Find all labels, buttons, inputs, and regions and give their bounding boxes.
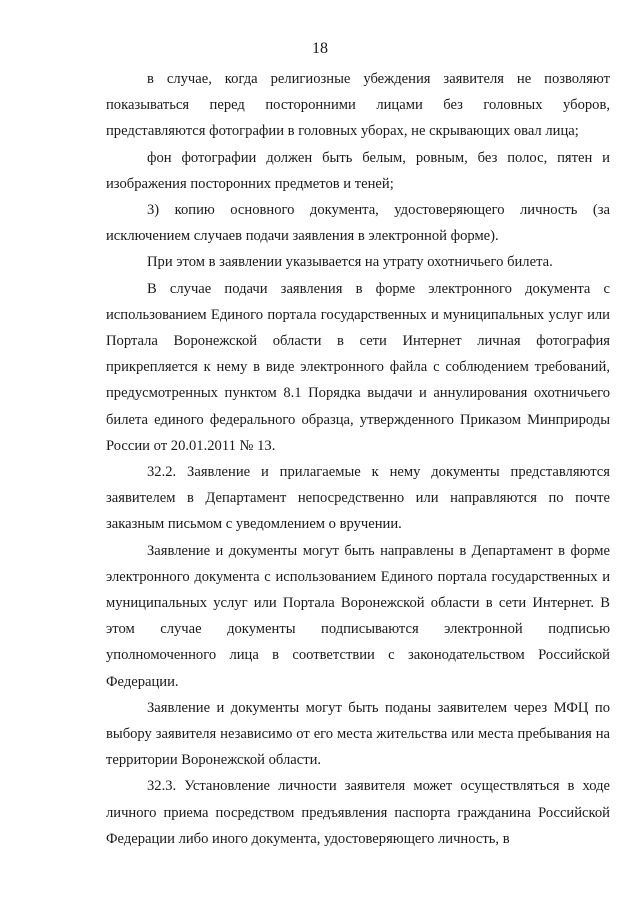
paragraph-electronic-photo: В случае подачи заявления в форме электронного документа с использованием Единого портала государственных и муниципальных услуг или Портала Воронежской области в сети Интернет личная фотография прикрепляется к нему в виде электронного файла с соблюдением требований, предусмотренных пунктом 8.1 Порядка выдачи и аннулирования охотничьего билета единого федерального образца, утвержденного Приказом Минприроды России от 20.01.2011 № 13. bbox=[106, 280, 610, 454]
paragraph-religious-headwear: в случае, когда религиозные убеждения заявителя не позволяют показываться перед посторонними лицами без головных уборов, представляются фотографии в головных уборах, не скрывающих овал лица; bbox=[106, 71, 610, 140]
paragraph-loss-notice: При этом в заявлении указывается на утрату охотничьего билета. bbox=[147, 254, 553, 271]
paragraph-32-2: 32.2. Заявление и прилагаемые к нему документы представляются заявителем в Департамент непосредственно или направляются по почте заказным письмом с уведомлением о вручении. bbox=[106, 464, 610, 533]
paragraph-32-3: 32.3. Установление личности заявителя может осуществляться в ходе личного приема посредством предъявления паспорта гражданина Российской Федерации либо иного документа, удостоверяющего личность, в bbox=[106, 778, 610, 847]
paragraph-electronic-submission: Заявление и документы могут быть направлены в Департамент в форме электронного документа с использованием Единого портала государственных и муниципальных услуг или Портала Воронежской области в сети Интернет. В этом случае документы подписываются электронной подписью уполномоченного лица в соответствии с законодательством Российской Федерации. bbox=[106, 542, 610, 690]
paragraph-mfc-submission: Заявление и документы могут быть поданы заявителем через МФЦ по выбору заявителя независимо от его места жительства или места пребывания на территории Воронежской области. bbox=[106, 699, 610, 769]
document-body bbox=[106, 66, 610, 852]
paragraph-photo-background: фон фотографии должен быть белым, ровным, без полос, пятен и изображения посторонних предметов и теней; bbox=[106, 149, 610, 192]
paragraph-identity-document-copy: 3) копию основного документа, удостоверяющего личность (за исключением случаев подачи заявления в электронной форме). bbox=[106, 202, 610, 245]
page-number: 18 bbox=[312, 40, 328, 57]
